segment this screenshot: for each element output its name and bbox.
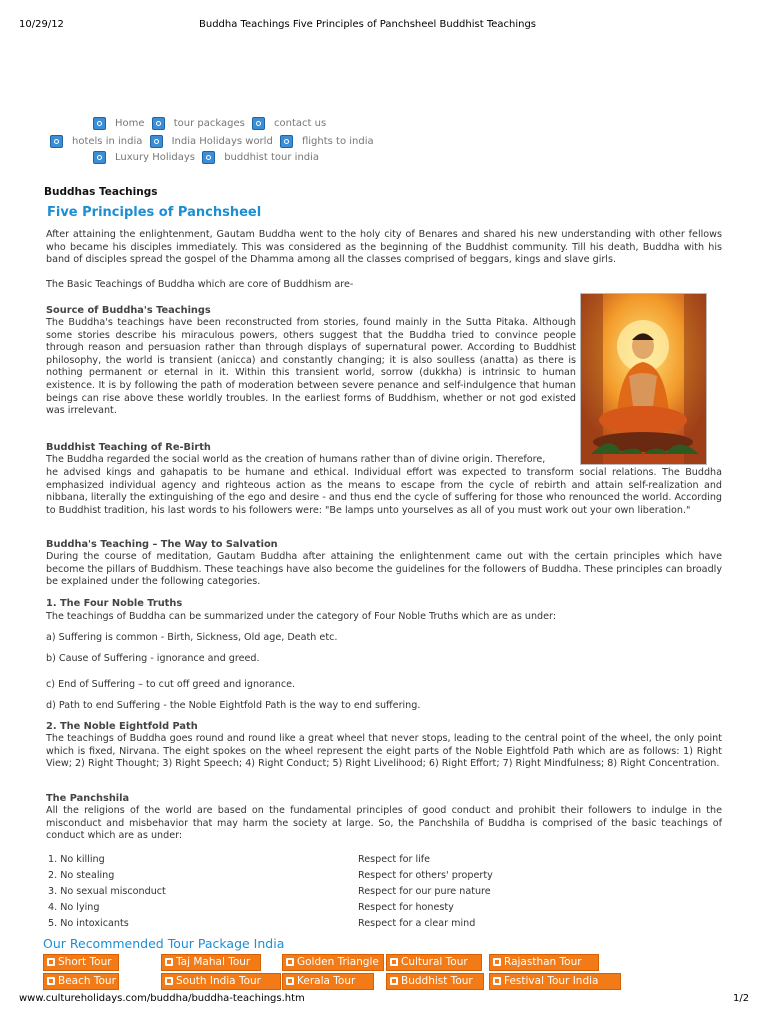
nav-home-link[interactable]: Home bbox=[115, 118, 145, 129]
precept-cell: 1. No killing bbox=[48, 853, 105, 865]
respect-cell: Respect for a clear mind bbox=[358, 917, 476, 929]
tour-festival-button[interactable]: Festival Tour India bbox=[489, 973, 621, 990]
eightfold-text: The teachings of Buddha goes round and round like a great wheel that never stops, leading to the central point of the wheel, the only point which is fixed, Nirvana. The eight spokes on the wheel represent the eight parts of the Noble Eightfold Path which are as follows: 1) Right View; 2) Right Thought; 3) Right Speech; 4) Right Conduct; 5) Right Livelihood; 6) Right Effort; 7) Right Mindfulness; 8) Right Concentration. bbox=[46, 733, 722, 770]
truth-b: b) Cause of Suffering - ignorance and greed. bbox=[46, 653, 260, 664]
tour-cultural-button[interactable]: Cultural Tour bbox=[386, 954, 482, 971]
nav-flights-link[interactable]: flights to india bbox=[301, 136, 374, 147]
tour-south-india-button[interactable]: South India Tour bbox=[161, 973, 281, 990]
nav-hotels-link[interactable]: hotels in india bbox=[72, 136, 143, 147]
source-text: The Buddha's teachings have been reconstructed from stories, found mainly in the Sutta Pitaka. Although some stories describe his miraculous powers, others suggest that the Buddha tried to convince people through reason and persuasion rather than through displays of supernatural power. According to Buddhist philosophy, the world is transient (anicca) and constantly changing; it is also soulless (anatta) as there is nothing permanent or eternal in it. Within this transient world, sorrow (dukkha) is intrinsic to human existence. It is by following the path of moderation between severe penance and self-indulgence that human beings can rise above these worldly troubles. In the earliest forms of Buddhism, whether or not god existed was irrelevant. bbox=[46, 317, 576, 417]
source-heading: Source of Buddha's Teachings bbox=[46, 305, 211, 316]
buddha-painting bbox=[580, 293, 707, 465]
nav-bullet-icon bbox=[280, 135, 293, 148]
nav-row-2 bbox=[50, 135, 378, 151]
tour-beach-button[interactable]: Beach Tour bbox=[43, 973, 119, 990]
tour-golden-triangle-button[interactable]: Golden Triangle bbox=[282, 954, 384, 971]
nav-india-holidays-link[interactable]: India Holidays world bbox=[171, 136, 273, 147]
nav-bullet-icon bbox=[252, 117, 265, 130]
tour-kerala-button[interactable]: Kerala Tour bbox=[282, 973, 374, 990]
salvation-heading: Buddha's Teaching – The Way to Salvation bbox=[46, 539, 278, 550]
rebirth-text-a: The Buddha regarded the social world as the creation of humans rather than of divine origin. Therefore, bbox=[46, 454, 546, 465]
print-title: Buddha Teachings Five Principles of Panchsheel Buddhist Teachings bbox=[199, 19, 537, 30]
precept-cell: 2. No stealing bbox=[48, 869, 115, 881]
precept-cell: 3. No sexual misconduct bbox=[48, 885, 166, 897]
footer-page-number: 1/2 bbox=[733, 993, 750, 1004]
rebirth-heading: Buddhist Teaching of Re-Birth bbox=[46, 442, 211, 453]
nav-buddhist-tour-link[interactable]: buddhist tour india bbox=[224, 152, 320, 163]
tours-title: Our Recommended Tour Package India bbox=[43, 936, 285, 951]
section-heading: Buddhas Teachings bbox=[44, 186, 158, 198]
table-row bbox=[48, 851, 493, 867]
page-title: Five Principles of Panchsheel bbox=[47, 205, 262, 220]
table-row bbox=[48, 883, 493, 899]
truth-a: a) Suffering is common - Birth, Sickness, Old age, Death etc. bbox=[46, 632, 338, 643]
respect-cell: Respect for honesty bbox=[358, 901, 454, 913]
nav-row-3 bbox=[93, 151, 323, 167]
nav-bullet-icon bbox=[93, 117, 106, 130]
intro-paragraph: After attaining the enlightenment, Gautam Buddha went to the holy city of Benares and shared his new understanding with other fellows who became his disciples immediately. This was considered as the beginning of the Buddhist community. Till his death, Buddha with his band of disciples spread the gospel of the Dhamma among all the classes comprised of beggars, kings and slave girls. bbox=[46, 229, 722, 266]
intro-lead: The Basic Teachings of Buddha which are core of Buddhism are- bbox=[46, 279, 354, 290]
rebirth-text-b: he advised kings and gahapatis to be humane and ethical. Individual effort was expected to transform social relations. The Buddha emphasized individual agency and righteous action as the means to escape from the cycle of rebirth and attain self-realization and nibbana, literally the extinguishing of the ego and desire - and thus end the cycle of suffering for those who renounced the world. According to Buddhist tradition, his last words to his followers were: "Be lamps unto yourselves as all of you must work out your own liberation." bbox=[46, 467, 722, 516]
nav-bullet-icon bbox=[150, 135, 163, 148]
nav-contact-link[interactable]: contact us bbox=[274, 118, 327, 129]
truth-d: d) Path to end Suffering - the Noble Eightfold Path is the way to end suffering. bbox=[46, 700, 421, 711]
nav-bullet-icon bbox=[93, 151, 106, 164]
nav-luxury-link[interactable]: Luxury Holidays bbox=[115, 152, 195, 163]
tour-tajmahal-button[interactable]: Taj Mahal Tour bbox=[161, 954, 261, 971]
recommended-tours bbox=[40, 936, 627, 993]
tour-rajasthan-button[interactable]: Rajasthan Tour bbox=[489, 954, 599, 971]
nav-bullet-icon bbox=[50, 135, 63, 148]
footer-url: www.cultureholidays.com/buddha/buddha-teachings.htm bbox=[19, 993, 305, 1004]
panchshila-text: All the religions of the world are based on the fundamental principles of good conduct and prohibit their followers to indulge in the misconduct and misbehavior that may harm the society at large. So, the Panchshila of Buddha is comprised of the basic teachings of conduct which are as under: bbox=[46, 805, 722, 842]
tour-buddhist-button[interactable]: Buddhist Tour bbox=[386, 973, 484, 990]
respect-cell: Respect for others' property bbox=[358, 869, 493, 881]
panchshila-table bbox=[48, 851, 493, 931]
truth-c: c) End of Suffering – to cut off greed and ignorance. bbox=[46, 679, 296, 690]
salvation-text: During the course of meditation, Gautam Buddha after attaining the enlightenment came out with the certain principles which have become the pillars of Buddhism. These teachings have also become the guidelines for the followers of Buddha. These principles can broadly be explained under the following categories. bbox=[46, 551, 722, 588]
truths-intro: The teachings of Buddha can be summarized under the category of Four Noble Truths which are as under: bbox=[46, 611, 557, 622]
tour-short-button[interactable]: Short Tour bbox=[43, 954, 119, 971]
precept-cell: 5. No intoxicants bbox=[48, 917, 129, 929]
nav-row-1 bbox=[93, 117, 330, 133]
table-row bbox=[48, 867, 493, 883]
precept-cell: 4. No lying bbox=[48, 901, 100, 913]
print-date: 10/29/12 bbox=[19, 19, 64, 30]
nav-tour-packages-link[interactable]: tour packages bbox=[173, 118, 245, 129]
respect-cell: Respect for life bbox=[358, 853, 431, 865]
respect-cell: Respect for our pure nature bbox=[358, 885, 491, 897]
eightfold-heading: 2. The Noble Eightfold Path bbox=[46, 721, 198, 732]
panchshila-heading: The Panchshila bbox=[46, 793, 130, 804]
nav-bullet-icon bbox=[202, 151, 215, 164]
table-row bbox=[48, 899, 493, 915]
nav-bullet-icon bbox=[152, 117, 165, 130]
table-row bbox=[48, 915, 493, 931]
truths-heading: 1. The Four Noble Truths bbox=[46, 598, 183, 609]
